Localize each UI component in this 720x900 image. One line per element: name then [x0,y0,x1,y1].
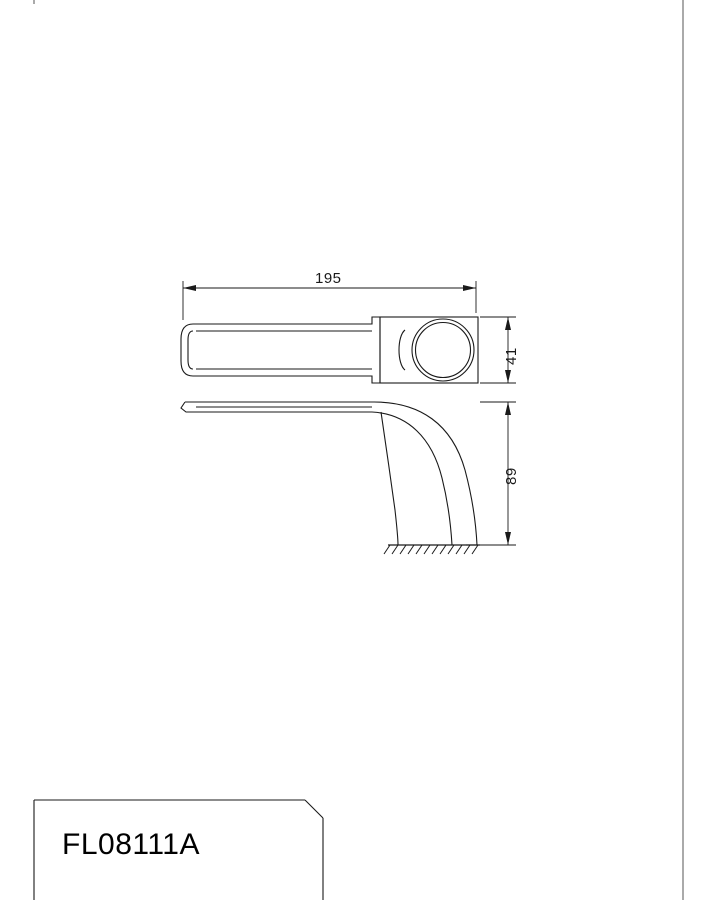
dimension-label-89: 89 [503,467,520,485]
dimension-label-195: 195 [315,270,342,287]
sheet-border [34,0,683,900]
dimension-label-41: 41 [503,347,520,365]
ground-hatching [384,545,478,554]
part-number-label: FL08111A [62,828,200,861]
faucet-side-elevation [181,402,480,554]
faucet-top-view [181,317,478,383]
